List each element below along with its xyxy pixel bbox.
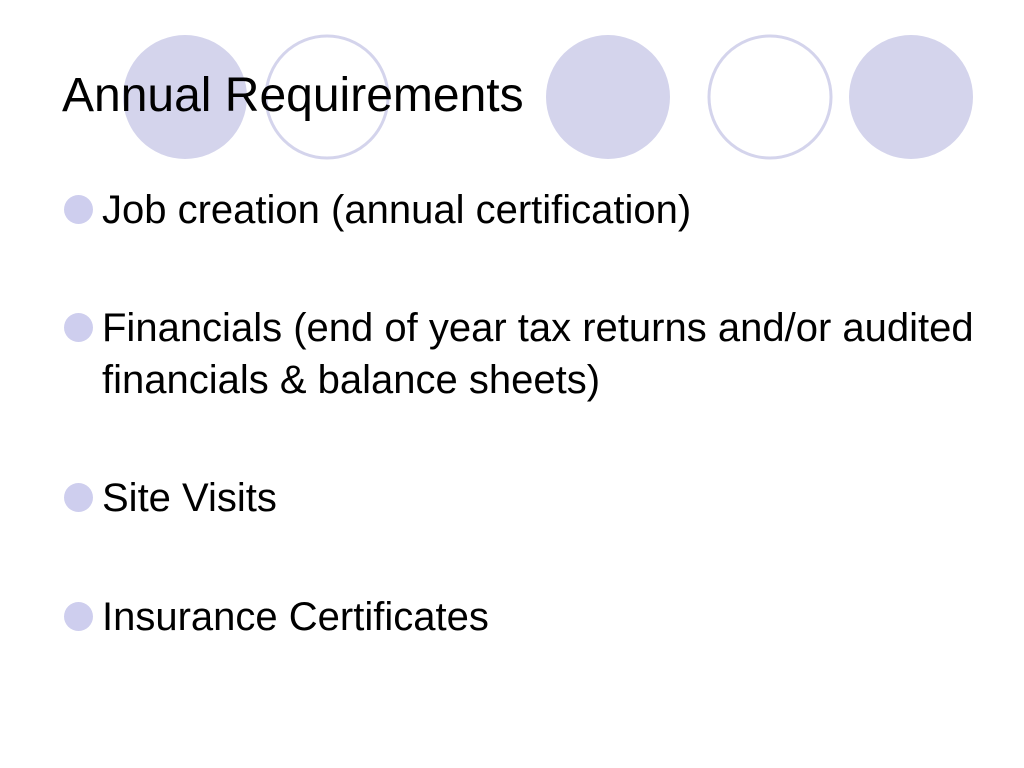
deco-circle-outline-2 — [709, 36, 831, 158]
bullet-dot-icon — [64, 483, 93, 512]
slide-title: Annual Requirements — [62, 69, 524, 122]
deco-circle-filled-2 — [546, 35, 670, 159]
bullet-dot-icon — [64, 313, 93, 342]
deco-circle-filled-3 — [849, 35, 973, 159]
bullet-text: Site Visits — [102, 476, 277, 520]
bullet-text: Insurance Certificates — [102, 595, 489, 639]
bullet-dot-icon — [64, 195, 93, 224]
bullet-dot-icon — [64, 602, 93, 631]
bullet-text: Job creation (annual certification) — [102, 188, 692, 232]
bullet-text: Financials (end of year tax returns and/or audited financials & balance sheets) — [102, 306, 974, 402]
